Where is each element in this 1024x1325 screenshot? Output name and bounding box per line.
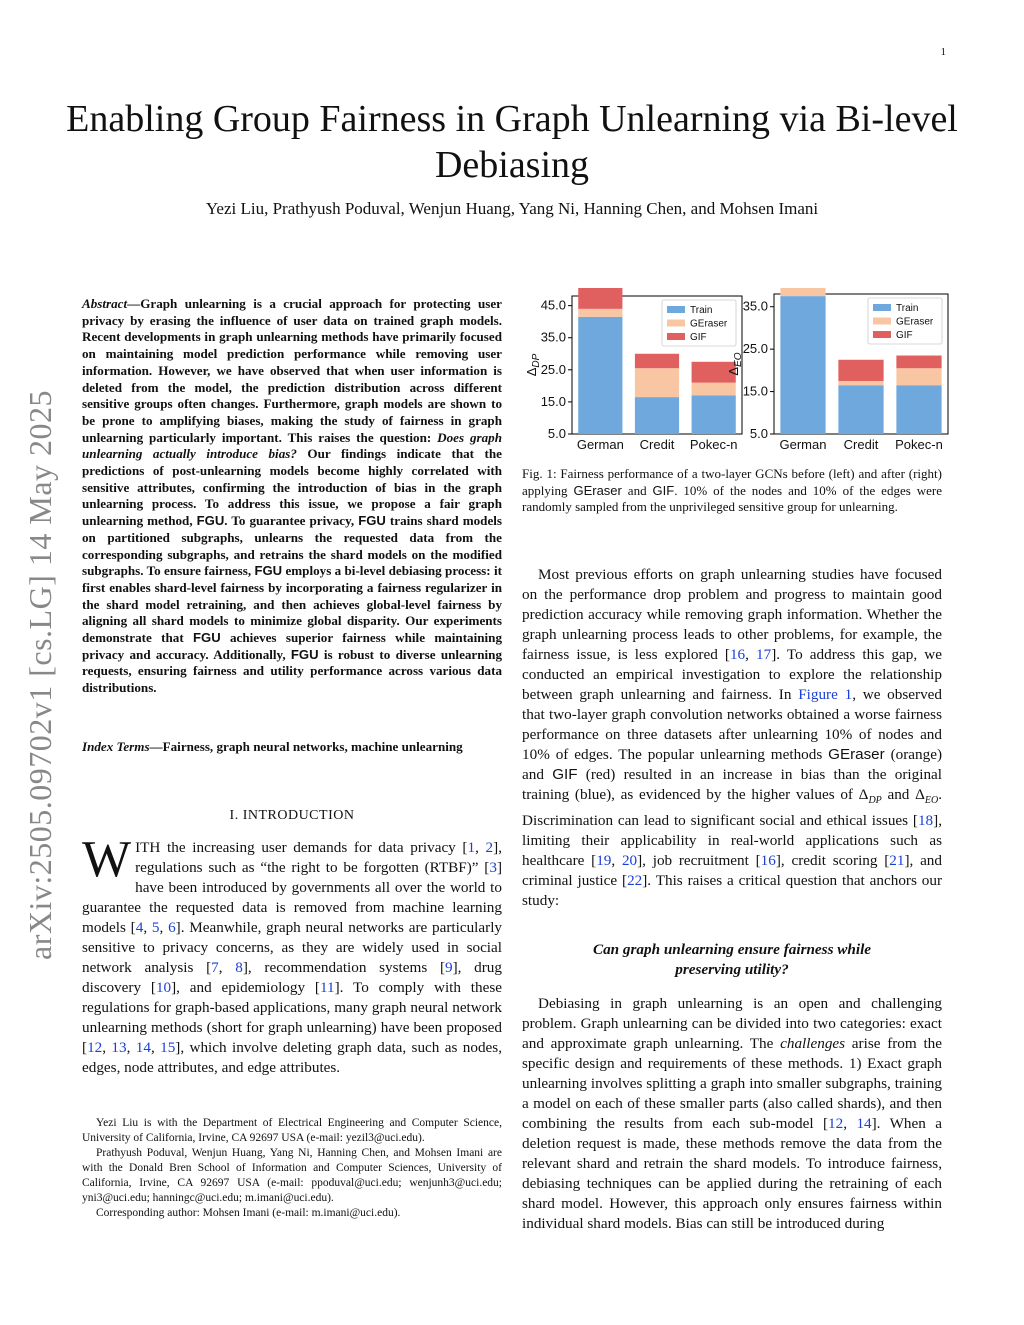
- bar-segment-gif: [635, 354, 679, 368]
- intro-text: ]. To comply with these regulations for graph-based applications, many graph neural network unlearning methods (short for graph unlearning) have been proposed [: [82, 979, 503, 1056]
- citation-link[interactable]: 9: [445, 959, 453, 976]
- method-name: FGU: [358, 513, 386, 529]
- figure-1: [522, 288, 952, 458]
- method-name: GEraser: [573, 482, 622, 498]
- body-text: (red) resulted in an increase in bias than the original training (blue), as evidenced by the higher values of Δ: [522, 766, 942, 803]
- body-text: (orange) and: [522, 746, 942, 783]
- body-text: Most previous efforts on graph unlearning studies have focused on the performance drop problem and progress to maintain good prediction accuracy while removing graph information. Whether the graph unlearning process leads to other problems, for example, the fairness issue, is less explored [: [522, 566, 942, 663]
- citation-link[interactable]: 3: [489, 859, 497, 876]
- bar-segment-gif: [578, 288, 622, 309]
- y-tick-label: 25.0: [540, 361, 566, 377]
- body-text: ], and criminal justice [: [522, 852, 942, 890]
- citation-link[interactable]: 21: [889, 852, 905, 870]
- research-question-line-2: preserving utility?: [675, 961, 789, 978]
- abstract-text: achieves superior fairness while maintaining privacy and accuracy. Additionally,: [82, 630, 502, 662]
- citation-link[interactable]: 1: [467, 839, 476, 856]
- citation-link[interactable]: 7: [211, 959, 219, 976]
- bar-segment-geraser: [838, 381, 883, 385]
- citation-separator: ,: [745, 646, 757, 663]
- citation-link[interactable]: 5: [151, 919, 160, 936]
- citation-link[interactable]: 13: [111, 1039, 127, 1056]
- figure-caption: [522, 466, 942, 516]
- bar-segment-train: [692, 395, 736, 434]
- y-axis-label: $\Delta_{EO}$: [726, 352, 744, 376]
- body-text: Debiasing in graph unlearning is an open and challenging problem. Graph unlearning can be divided into two categories: exact and approximate graph unlearning. The: [522, 995, 942, 1052]
- citation-separator: ,: [126, 1039, 136, 1056]
- bar-segment-gif: [896, 356, 941, 369]
- abstract-text: . To guarantee privacy,: [224, 513, 359, 529]
- legend-label: Train: [690, 305, 713, 316]
- body-text: ]. This raises a critical question that anchors our study:: [522, 872, 943, 910]
- legend-swatch: [873, 318, 891, 325]
- footnote-corresponding-author: Corresponding author: Mohsen Imani (e-mail: m.imani@uci.edu).: [96, 1207, 401, 1219]
- author-list: Yezi Liu, Prathyush Poduval, Wenjun Huang, Yang Ni, Hanning Chen, and Mohsen Imani: [205, 199, 819, 218]
- index-terms-lead: Index Terms: [82, 739, 150, 754]
- bar-segment-train: [838, 385, 883, 434]
- legend-swatch: [873, 331, 891, 338]
- y-tick-label: 15.0: [742, 383, 768, 399]
- section-heading: I. INTRODUCTION: [229, 808, 355, 823]
- caption-text: and: [621, 482, 653, 498]
- footnotes: [82, 1116, 502, 1221]
- research-question: [522, 940, 942, 980]
- y-tick-label: 15.0: [540, 393, 566, 409]
- body-text: and Δ: [881, 786, 925, 803]
- legend-label: GIF: [896, 330, 913, 341]
- citation-link[interactable]: 16: [729, 646, 746, 663]
- method-name: GIF: [652, 482, 675, 498]
- x-tick-label: Credit: [843, 437, 879, 452]
- bar-segment-train: [780, 296, 825, 434]
- citation-link[interactable]: 12: [828, 1115, 844, 1132]
- legend-swatch: [667, 306, 685, 313]
- y-tick-label: 5.0: [547, 426, 566, 441]
- intro-text: ], and epidemiology [: [171, 979, 320, 996]
- bar-segment-geraser: [692, 383, 736, 396]
- y-axis-label: $\Delta_{DP}$: [524, 353, 542, 377]
- research-question-line-1: Can graph unlearning ensure fairness while: [592, 941, 872, 958]
- chart-delta-dp: [524, 288, 742, 452]
- caption-text: . 10% of the nodes and 10% of the edges were randomly sampled from the unprivileged sensitive group for unlearning.: [522, 482, 942, 514]
- legend-label: GIF: [690, 332, 707, 343]
- bar-segment-geraser: [635, 368, 679, 397]
- index-terms-text: —Fairness, graph neural networks, machine unlearning: [149, 739, 463, 754]
- bar-segment-train: [635, 397, 679, 434]
- citation-link[interactable]: 12: [87, 1039, 103, 1056]
- body-text: . Discrimination can lead to significant social and ethical issues [: [522, 786, 942, 830]
- page-number: 1: [940, 46, 946, 58]
- abstract-text: employs a bi-level debiasing process: it first enables shard-level fairness by incorporating a fairness regularizer in the shard model retraining, and then achieves global-level fairness by aligning all shard models to minimize global disparity. Our experiments demonstrate that: [82, 563, 502, 646]
- citation-separator: ,: [475, 839, 486, 856]
- citation-link[interactable]: 2: [485, 839, 494, 856]
- intro-text: ], recommendation systems [: [242, 959, 445, 976]
- legend-swatch: [667, 333, 685, 340]
- bar-segment-train: [896, 385, 941, 434]
- citation-link[interactable]: 20: [621, 852, 638, 870]
- x-tick-label: Pokec-n: [689, 437, 738, 452]
- intro-text: ITH the increasing user demands for data privacy [: [135, 839, 468, 856]
- method-name: GEraser: [828, 746, 885, 763]
- x-tick-label: Pokec-n: [895, 437, 943, 452]
- x-tick-label: German: [576, 437, 624, 452]
- abstract-lead: Abstract: [82, 296, 128, 311]
- y-tick-label: 5.0: [749, 426, 768, 441]
- index-terms: [82, 739, 502, 756]
- citation-link[interactable]: 11: [319, 979, 335, 996]
- arxiv-identifier: arXiv:2505.09702v1 [cs.LG] 14 May 2025: [22, 389, 58, 960]
- legend-label: Train: [896, 303, 919, 314]
- citation-separator: ,: [843, 1115, 857, 1132]
- y-tick-label: 25.0: [742, 341, 768, 357]
- citation-link[interactable]: 14: [135, 1039, 151, 1056]
- legend-label: GEraser: [896, 316, 934, 328]
- bar-segment-gif: [838, 360, 883, 381]
- citation-link[interactable]: 19: [596, 852, 612, 870]
- abstract-text: is robust to diverse unlearning requests, ensuring fairness and utility performance across various data distributions.: [82, 646, 502, 696]
- citation-link[interactable]: 10: [155, 979, 172, 996]
- body-text: arise from the specific design and requirements of these methods. 1) Exact graph unlearning involves splitting a graph into smaller subgraphs, training a model on each of these smaller parts (also called shards), and then combining the results from each sub-model [: [522, 1035, 942, 1132]
- method-name: FGU: [254, 563, 283, 579]
- citation-link[interactable]: 22: [627, 872, 643, 890]
- intro-text: ], which involve deleting graph data, such as nodes, edges, node attributes, and edge attributes.: [82, 1039, 502, 1076]
- body-text: ]. When a deletion request is made, these methods remove the data from the relevant shard and retrain the shard models. To introduce fairness, debiasing techniques can be applied during the retraining of each shard model. However, this approach only ensures fairness within individual shard models. Bias can still be introduced during: [522, 1115, 942, 1232]
- citation-separator: ,: [143, 919, 152, 936]
- intro-text: ], regulations such as “the right to be forgotten (RTBF)” [: [135, 839, 502, 876]
- bar-segment-geraser: [780, 288, 825, 296]
- footnote-affiliation-2: Prathyush Poduval, Wenjun Huang, Yang Ni, Hanning Chen, and Mohsen Imani are with the Donald Bren School of Information and Computer Sciences, University of California, Irvine, CA 92697 USA (e-mail: ppoduval@uci.edu; wenjunh3@uci.edu; yni3@uci.edu; hanningc@uci.edu; m.imani@uci.edu).: [82, 1147, 502, 1204]
- method-name: FGU: [290, 646, 319, 662]
- abstract: [82, 296, 502, 697]
- y-tick-label: 35.0: [540, 329, 566, 345]
- citation-link[interactable]: 4: [135, 919, 144, 936]
- citation-separator: ,: [611, 852, 622, 870]
- body-text: , we observed that two-layer graph convolution networks obtained a worse fairness performance on three datasets after unlearning 10% of nodes and 10% of edges. The popular unlearning methods: [522, 686, 943, 763]
- citation-separator: ,: [150, 1039, 161, 1056]
- legend-swatch: [873, 304, 891, 311]
- subscript-eo: EO: [924, 795, 939, 807]
- caption-text: Fig. 1: Fairness performance of a two-layer GCNs before (left) and after (right) applying: [522, 466, 942, 498]
- footnote-affiliation-1: Yezi Liu is with the Department of Electrical Engineering and Computer Science, University of California, Irvine, CA 92697 USA (e-mail: yezil3@uci.edu).: [82, 1117, 502, 1144]
- body-text: ]. To address this gap, we conducted an empirical investigation to explore the relationship between graph unlearning and fairness. In: [522, 646, 942, 703]
- method-name: GIF: [552, 766, 578, 783]
- citation-link[interactable]: 6: [168, 919, 176, 936]
- body-text: ], job recruitment [: [637, 852, 761, 870]
- y-tick-label: 45.0: [540, 297, 566, 313]
- body-text: ], limiting their applicability in real-world applications such as healthcare [: [522, 812, 942, 870]
- citation-link[interactable]: 17: [756, 646, 772, 663]
- chart-delta-eo: [726, 288, 948, 452]
- citation-separator: ,: [102, 1039, 112, 1056]
- body-text: ], credit scoring [: [775, 852, 890, 870]
- bar-segment-geraser: [896, 368, 941, 385]
- intro-text: ]. Meanwhile, graph neural networks are particularly sensitive to privacy concerns, as they are widely used in social network analysis [: [82, 919, 503, 976]
- abstract-question: Does graph unlearning actually introduce bias?: [82, 429, 502, 462]
- citation-separator: ,: [159, 919, 169, 936]
- abstract-text: —Graph unlearning is a crucial approach for protecting user privacy by erasing the influence of user data on trained graph models. Recent developments in graph unlearning methods have primarily focused on maintaining model prediction performance while removing user information. However, we have observed that when user information is deleted from the model, the prediction distribution across different sensitive groups often changes. Furthermore, graph models are shown to be prone to amplifying biases, making the study of fairness in graph unlearning particularly important. This raises the question:: [82, 296, 502, 445]
- subscript-dp: DP: [868, 795, 882, 807]
- right-paragraph-2: [522, 994, 942, 1234]
- citation-link[interactable]: 16: [760, 852, 776, 870]
- legend-label: GEraser: [690, 318, 728, 330]
- method-name: FGU: [193, 630, 221, 646]
- citation-link[interactable]: 14: [856, 1115, 872, 1132]
- right-paragraph-1: [522, 565, 942, 911]
- intro-text: ], drug discovery [: [82, 959, 502, 996]
- abstract-text: Our findings indicate that the predictions of post-unlearning models become highly correlated with sensitive attributes, confirming the introduction of bias in the graph unlearning process. To address this issue, we propose a fair graph unlearning method,: [82, 446, 502, 529]
- bar-segment-geraser: [578, 309, 622, 317]
- drop-cap: W: [82, 831, 132, 888]
- citation-link[interactable]: 8: [235, 959, 243, 976]
- paper-title: Enabling Group Fairness in Graph Unlearning via Bi-level Debiasing: [66, 98, 958, 186]
- bar-segment-train: [578, 317, 622, 434]
- figure-reference-link[interactable]: Figure 1: [798, 686, 853, 703]
- citation-separator: ,: [218, 959, 236, 976]
- intro-text: ] have been introduced by governments all over the world to guarantee the requested data is removed from machine learning models [: [82, 859, 502, 936]
- x-tick-label: German: [779, 437, 827, 452]
- y-tick-label: 35.0: [742, 298, 768, 314]
- introduction-paragraph: [82, 831, 503, 1078]
- legend-swatch: [667, 320, 685, 327]
- x-tick-label: Credit: [639, 437, 675, 452]
- abstract-text: trains shard models on partitioned subgraphs, unlearns the requested data from the corresponding subgraphs, and retrains the shard models on the modified subgraphs. To ensure fairness,: [82, 513, 502, 579]
- emphasis-challenges: challenges: [780, 1035, 846, 1052]
- citation-link[interactable]: 15: [160, 1039, 176, 1056]
- citation-link[interactable]: 18: [917, 812, 934, 830]
- method-name: FGU: [196, 513, 225, 529]
